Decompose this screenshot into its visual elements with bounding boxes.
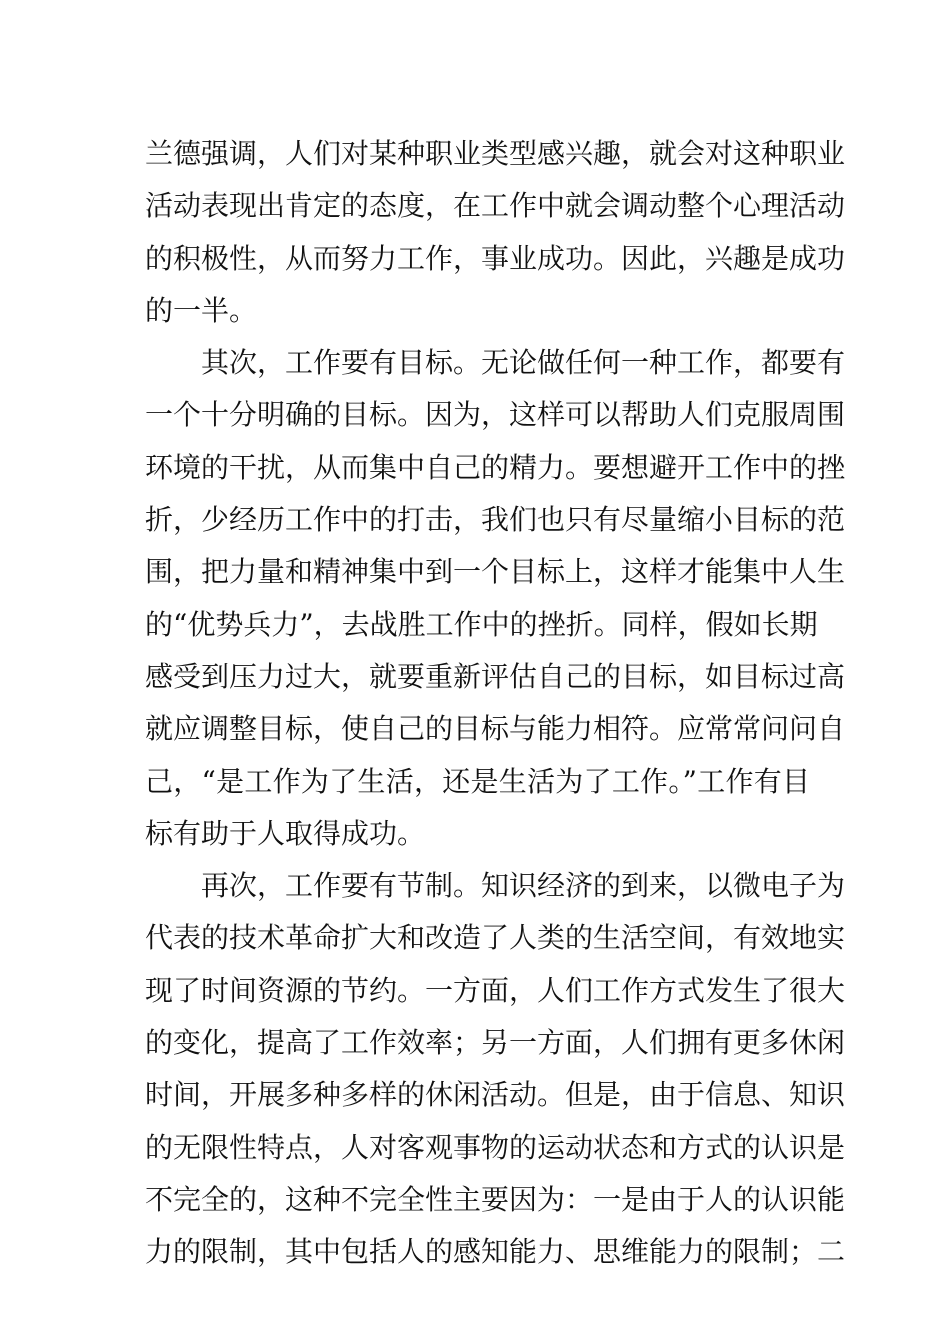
text-line: 代表的技术革命扩大和改造了人类的生活空间，有效地实 — [145, 921, 846, 955]
text-line: 感受到压力过大，就要重新评估自己的目标，如目标过高 — [145, 659, 846, 693]
text-line: 其次，工作要有目标。无论做任何一种工作，都要有 — [201, 346, 846, 380]
text-line: 的积极性，从而努力工作，事业成功。因此，兴趣是成功 — [145, 241, 846, 275]
text-line: 的变化，提高了工作效率；另一方面，人们拥有更多休闲 — [145, 1026, 846, 1060]
text-line: 活动表现出肯定的态度，在工作中就会调动整个心理活动 — [145, 189, 846, 223]
text-line: 环境的干扰，从而集中自己的精力。要想避开工作中的挫 — [145, 450, 846, 484]
text-line: 一个十分明确的目标。因为，这样可以帮助人们克服周围 — [145, 398, 846, 432]
text-line: 时间，开展多种多样的休闲活动。但是，由于信息、知识 — [145, 1078, 846, 1112]
text-line: 己，“是工作为了生活，还是生活为了工作。”工作有目 — [145, 764, 810, 798]
text-line: 再次，工作要有节制。知识经济的到来，以微电子为 — [201, 869, 846, 903]
text-line: 现了时间资源的节约。一方面，人们工作方式发生了很大 — [145, 973, 846, 1007]
text-line: 折，少经历工作中的打击，我们也只有尽量缩小目标的范 — [145, 503, 846, 537]
text-line: 兰德强调，人们对某种职业类型感兴趣，就会对这种职业 — [145, 137, 846, 170]
text-line: 围，把力量和精神集中到一个目标上，这样才能集中人生 — [145, 555, 846, 589]
text-line: 的“优势兵力”，去战胜工作中的挫折。同样，假如长期 — [145, 607, 818, 641]
text-line: 的一半。 — [145, 293, 258, 327]
text-line: 的无限性特点，人对客观事物的运动状态和方式的认识是 — [145, 1130, 846, 1164]
text-line: 不完全的，这种不完全性主要因为：一是由于人的认识能 — [145, 1182, 846, 1216]
text-line: 标有助于人取得成功。 — [145, 816, 426, 850]
body-text — [145, 128, 846, 1279]
text-line: 力的限制，其中包括人的感知能力、思维能力的限制；二 — [145, 1235, 846, 1269]
text-line: 就应调整目标，使自己的目标与能力相符。应常常问问自 — [145, 712, 846, 746]
